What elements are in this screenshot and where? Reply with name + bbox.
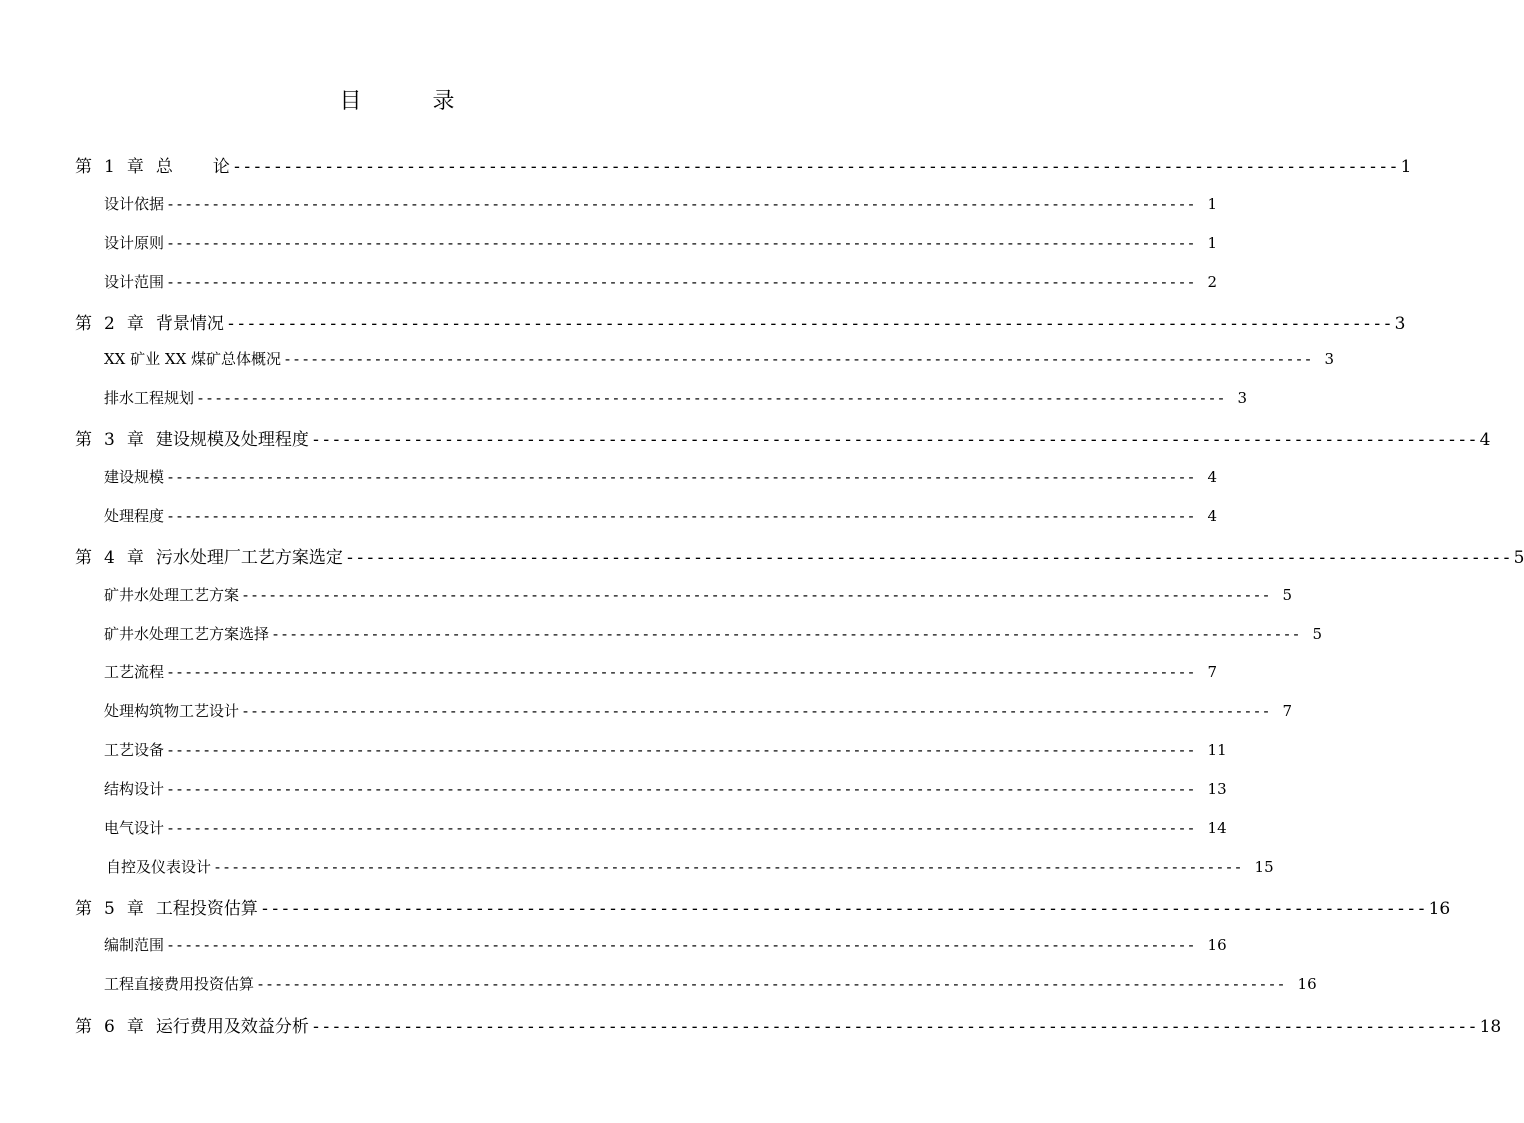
dot-leader: ------------------------------------------------------------------------------------------------------------------ — [259, 899, 1427, 919]
toc-section[interactable] — [104, 934, 1227, 955]
toc-page-number: 16 — [1428, 899, 1451, 919]
toc-section[interactable] — [104, 778, 1227, 799]
dot-leader: ------------------------------------------------------------------------------------------------------------------ — [213, 858, 1243, 876]
dot-leader: ------------------------------------------------------------------------------------------------------------------ — [166, 234, 1196, 252]
toc-page-number: 2 — [1207, 273, 1218, 291]
dot-leader: ------------------------------------------------------------------------------------------------------------------ — [166, 195, 1196, 213]
toc-section[interactable] — [104, 466, 1218, 487]
toc-chapter-6[interactable] — [75, 1012, 1502, 1037]
dot-leader: ------------------------------------------------------------------------------------------------------------------ — [166, 468, 1196, 486]
toc-section-label: 处理构筑物工艺设计 — [104, 702, 240, 720]
toc-page-number: 3 — [1324, 350, 1335, 368]
toc-chapter-label: 第 6 章 运行费用及效益分析 — [75, 1017, 309, 1037]
toc-page-number: 3 — [1237, 389, 1248, 407]
dot-leader: ------------------------------------------------------------------------------------------------------------------ — [256, 975, 1286, 993]
toc-section[interactable] — [104, 584, 1293, 605]
dot-leader: ------------------------------------------------------------------------------------------------------------------ — [166, 936, 1196, 954]
toc-chapter-2[interactable] — [75, 309, 1406, 334]
dot-leader: ------------------------------------------------------------------------------------------------------------------ — [310, 430, 1478, 450]
toc-section-label: 建设规模 — [104, 468, 165, 486]
toc-section-label: XX 矿业 XX 煤矿总体概况 — [104, 350, 282, 368]
toc-chapter-label: 第 4 章 污水处理厂工艺方案选定 — [75, 548, 343, 568]
toc-page-number: 4 — [1479, 430, 1491, 450]
toc-section[interactable] — [104, 661, 1218, 682]
toc-page-number: 3 — [1394, 314, 1406, 334]
toc-section[interactable] — [104, 973, 1317, 994]
toc-page-number: 4 — [1207, 468, 1218, 486]
toc-section-label: 工艺设备 — [104, 741, 165, 759]
dot-leader: ------------------------------------------------------------------------------------------------------------------ — [166, 741, 1196, 759]
toc-chapter-5[interactable] — [75, 894, 1451, 919]
dot-leader: ------------------------------------------------------------------------------------------------------------------ — [241, 702, 1271, 720]
toc-section[interactable] — [104, 387, 1248, 408]
toc-section[interactable] — [104, 700, 1293, 721]
dot-leader: ------------------------------------------------------------------------------------------------------------------ — [166, 780, 1196, 798]
toc-section-label: 设计依据 — [104, 195, 165, 213]
toc-page-number: 13 — [1207, 780, 1227, 798]
toc-section-label: 自控及仪表设计 — [106, 858, 212, 876]
toc-title — [0, 84, 794, 115]
dot-leader: ------------------------------------------------------------------------------------------------------------------ — [196, 389, 1226, 407]
dot-leader: ------------------------------------------------------------------------------------------------------------------ — [283, 350, 1313, 368]
toc-section-label: 电气设计 — [104, 819, 165, 837]
toc-section-label: 设计原则 — [104, 234, 165, 252]
toc-section[interactable] — [104, 817, 1227, 838]
toc-section[interactable] — [104, 348, 1335, 369]
toc-page-number: 1 — [1400, 157, 1412, 177]
dot-leader: ------------------------------------------------------------------------------------------------------------------ — [241, 586, 1271, 604]
toc-page-number: 4 — [1207, 507, 1218, 525]
dot-leader: ------------------------------------------------------------------------------------------------------------------ — [231, 157, 1399, 177]
dot-leader: ------------------------------------------------------------------------------------------------------------------ — [310, 1017, 1478, 1037]
dot-leader: ------------------------------------------------------------------------------------------------------------------ — [225, 314, 1393, 334]
toc-page-number: 5 — [1513, 548, 1524, 568]
toc-title-part2: 录 — [432, 89, 455, 114]
toc-section-label: 工艺流程 — [104, 663, 165, 681]
toc-title-part1: 目 — [339, 89, 362, 114]
toc-chapter-4[interactable] — [75, 543, 1524, 568]
dot-leader: ------------------------------------------------------------------------------------------------------------------ — [166, 663, 1196, 681]
toc-section[interactable] — [104, 193, 1218, 214]
toc-section-label: 工程直接费用投资估算 — [104, 975, 255, 993]
toc-page-number: 7 — [1207, 663, 1218, 681]
toc-page-number: 7 — [1282, 702, 1293, 720]
toc-section-label: 编制范围 — [104, 936, 165, 954]
toc-page-number: 16 — [1297, 975, 1317, 993]
toc-section-label: 处理程度 — [104, 507, 165, 525]
toc-page-number: 5 — [1312, 625, 1323, 643]
toc-chapter-3[interactable] — [75, 425, 1491, 450]
toc-section-label: 排水工程规划 — [104, 389, 195, 407]
toc-section[interactable] — [104, 623, 1323, 644]
toc-page-number: 18 — [1479, 1017, 1502, 1037]
toc-page-number: 11 — [1207, 741, 1227, 759]
toc-page-number: 1 — [1207, 195, 1218, 213]
dot-leader: ------------------------------------------------------------------------------------------------------------------ — [166, 273, 1196, 291]
toc-chapter-label: 第 2 章 背景情况 — [75, 314, 224, 334]
toc-page-number: 1 — [1207, 234, 1218, 252]
toc-section-label: 设计范围 — [104, 273, 165, 291]
toc-page-number: 5 — [1282, 586, 1293, 604]
toc-chapter-label: 第 1 章 总 论 — [75, 157, 230, 177]
dot-leader: ------------------------------------------------------------------------------------------------------------------ — [344, 548, 1512, 568]
toc-page-number: 15 — [1254, 858, 1274, 876]
toc-section-label: 矿井水处理工艺方案选择 — [104, 625, 270, 643]
dot-leader: ------------------------------------------------------------------------------------------------------------------ — [166, 819, 1196, 837]
toc-section[interactable] — [104, 232, 1218, 253]
toc-section[interactable] — [104, 739, 1227, 760]
toc-section[interactable] — [106, 856, 1274, 877]
toc-section[interactable] — [104, 271, 1218, 292]
toc-chapter-1[interactable] — [75, 152, 1412, 177]
dot-leader: ------------------------------------------------------------------------------------------------------------------ — [271, 625, 1301, 643]
dot-leader: ------------------------------------------------------------------------------------------------------------------ — [166, 507, 1196, 525]
toc-section-label: 结构设计 — [104, 780, 165, 798]
toc-chapter-label: 第 3 章 建设规模及处理程度 — [75, 430, 309, 450]
toc-section[interactable] — [104, 505, 1218, 526]
toc-chapter-label: 第 5 章 工程投资估算 — [75, 899, 258, 919]
toc-page-number: 14 — [1207, 819, 1227, 837]
toc-page-number: 16 — [1207, 936, 1227, 954]
toc-section-label: 矿井水处理工艺方案 — [104, 586, 240, 604]
